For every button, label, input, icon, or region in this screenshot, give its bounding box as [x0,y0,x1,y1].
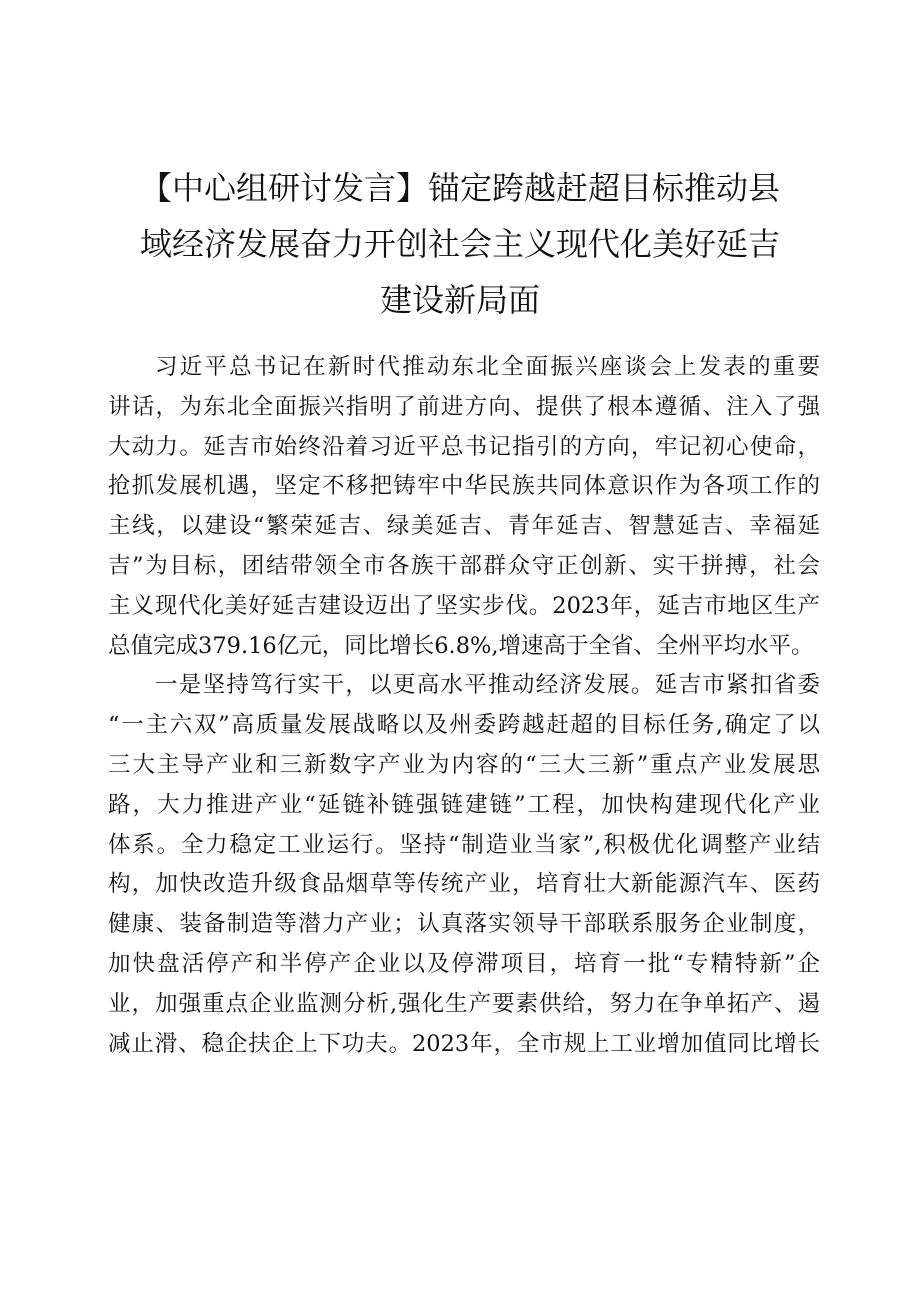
text-line: 一是坚持笃行实干，以更高水平推动经济发展。延吉市紧扣省委 [155,672,820,699]
title-line: 域经济发展奋力开创社会主义现代化美好延吉 [139,225,780,263]
text-line: 三大主导产业和三新数字产业为内容的“三大三新”重点产业发展思 [108,751,820,778]
text-line: 构，加快改造升级食品烟草等传统产业，培育壮大新能源汽车、医药 [108,871,820,898]
text-line: 吉”为目标，团结带领全市各族干部群众守正创新、实干拼搏，社会 [108,552,820,579]
text-line: “一主六双”高质量发展战略以及州委跨越赶超的目标任务,确定了以 [108,712,820,739]
text-line: 主义现代化美好延吉建设迈出了坚实步伐。2023年，延吉市地区生产 [108,592,820,619]
text-line: 抢抓发展机遇，坚定不移把铸牢中华民族共同体意识作为各项工作的 [108,473,820,500]
text-line: 主线，以建设“繁荣延吉、绿美延吉、青年延吉、智慧延吉、幸福延 [108,513,820,540]
text-line: 大动力。延吉市始终沿着习近平总书记指引的方向，牢记初心使命， [108,433,820,460]
text-line: 总值完成379.16亿元，同比增长6.8%,增速高于全省、全州平均水平。 [108,632,814,659]
text-line: 路，大力推进产业“延链补链强链建链”工程，加快构建现代化产业 [108,791,820,818]
text-line: 讲话，为东北全面振兴指明了前进方向、提供了根本遵循、注入了强 [108,393,820,420]
text-line: 加快盘活停产和半停产企业以及停滞项目，培育一批“专精特新”企 [108,950,820,977]
title-line: 【中心组研讨发言】锚定跨越赶超目标推动县 [139,169,780,207]
paragraph-intro [108,348,820,666]
text-line: 健康、装备制造等潜力产业；认真落实领导干部联系服务企业制度， [108,911,820,938]
text-line: 体系。全力稳定工业运行。坚持“制造业当家”,积极优化调整产业结 [108,831,820,858]
text-line: 业，加强重点企业监测分析,强化生产要素供给，努力在争单拓产、遏 [108,990,820,1017]
text-line: 习近平总书记在新时代推动东北全面振兴座谈会上发表的重要 [155,354,820,380]
paragraph-economic-development [108,666,820,1064]
text-line: 减止滑、稳企扶企上下功夫。2023年，全市规上工业增加值同比增长 [108,1030,820,1057]
document-title [100,160,820,328]
document-body [108,348,820,1064]
title-line: 建设新局面 [379,281,540,319]
